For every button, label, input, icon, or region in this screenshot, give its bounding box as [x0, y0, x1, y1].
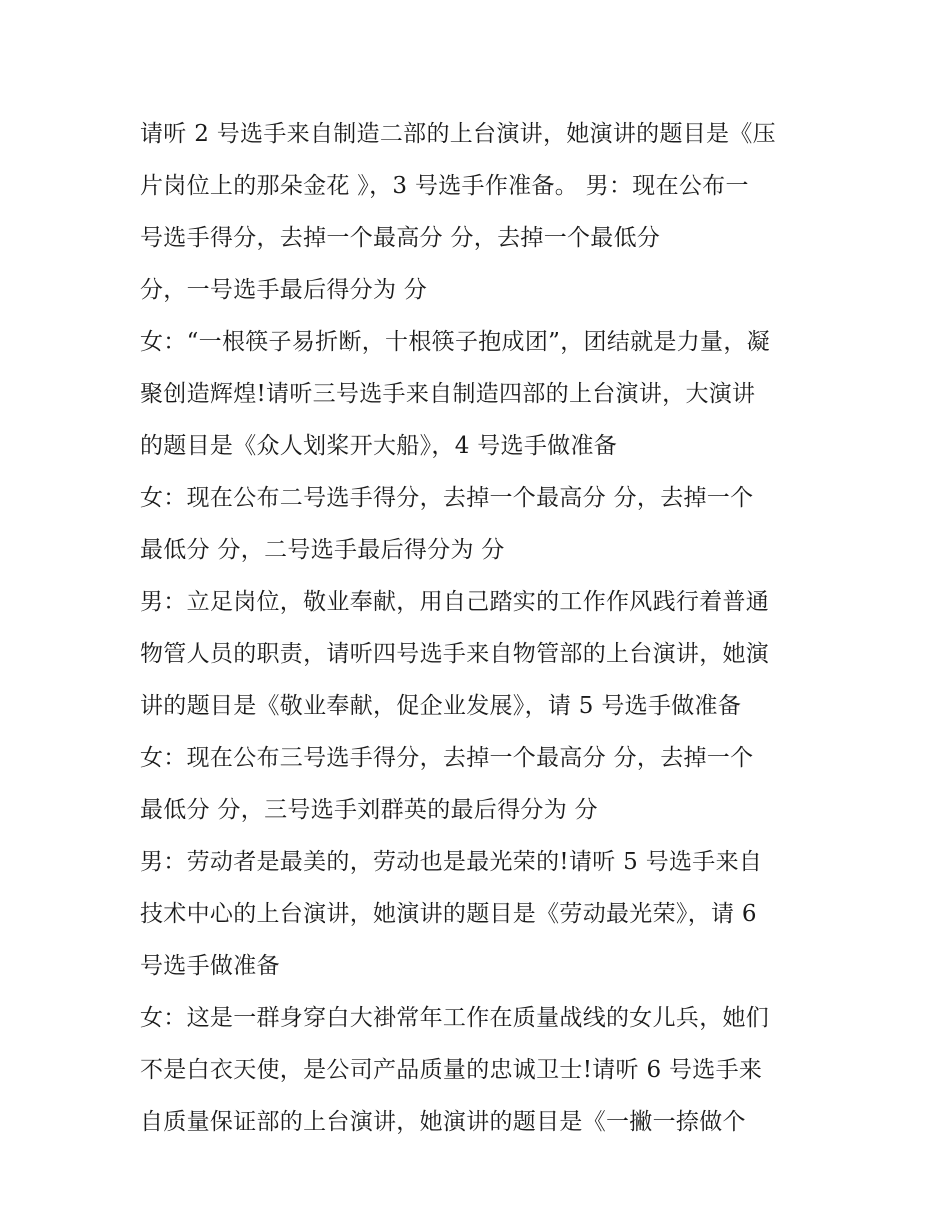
text-line: 讲的题目是《敬业奉献，促企业发展》，请 5 号选手做准备	[140, 693, 742, 719]
text-line: 最低分 分，三号选手刘群英的最后得分为 分	[140, 797, 598, 823]
text-line: 请听 2 号选手来自制造二部的上台演讲，她演讲的题目是《压	[140, 121, 776, 147]
text-line: 女：现在公布三号选手得分，去掉一个最高分 分，去掉一个	[140, 745, 754, 771]
text-line: 号选手做准备	[140, 953, 280, 979]
text-line: 分，一号选手最后得分为 分	[140, 277, 428, 303]
text-line: 聚创造辉煌!请听三号选手来自制造四部的上台演讲，大演讲	[140, 381, 756, 407]
document-body	[140, 108, 830, 1148]
text-line: 的题目是《众人划桨开大船》，4 号选手做准备	[140, 433, 618, 459]
text-line: 物管人员的职责，请听四号选手来自物管部的上台演讲，她演	[140, 641, 770, 667]
text-line: 男：立足岗位，敬业奉献，用自己踏实的工作作风践行着普通	[140, 589, 770, 615]
text-line: 女：这是一群身穿白大褂常年工作在质量战线的女儿兵，她们	[140, 1005, 770, 1031]
text-line: 女：“一根筷子易折断，十根筷子抱成团”，团结就是力量，凝	[140, 329, 770, 355]
text-line: 男：劳动者是最美的，劳动也是最光荣的!请听 5 号选手来自	[140, 849, 763, 875]
text-line: 号选手得分，去掉一个最高分 分，去掉一个最低分	[140, 225, 661, 251]
text-line: 自质量保证部的上台演讲，她演讲的题目是《一撇一捺做个	[140, 1109, 746, 1135]
text-line: 片岗位上的那朵金花 》，3 号选手作准备。 男：现在公布一	[140, 173, 749, 199]
text-line: 女：现在公布二号选手得分，去掉一个最高分 分，去掉一个	[140, 485, 754, 511]
text-line: 技术中心的上台演讲，她演讲的题目是《劳动最光荣》，请 6	[140, 901, 757, 927]
text-line: 不是白衣天使，是公司产品质量的忠诚卫士!请听 6 号选手来	[140, 1057, 763, 1083]
text-line: 最低分 分，二号选手最后得分为 分	[140, 537, 505, 563]
